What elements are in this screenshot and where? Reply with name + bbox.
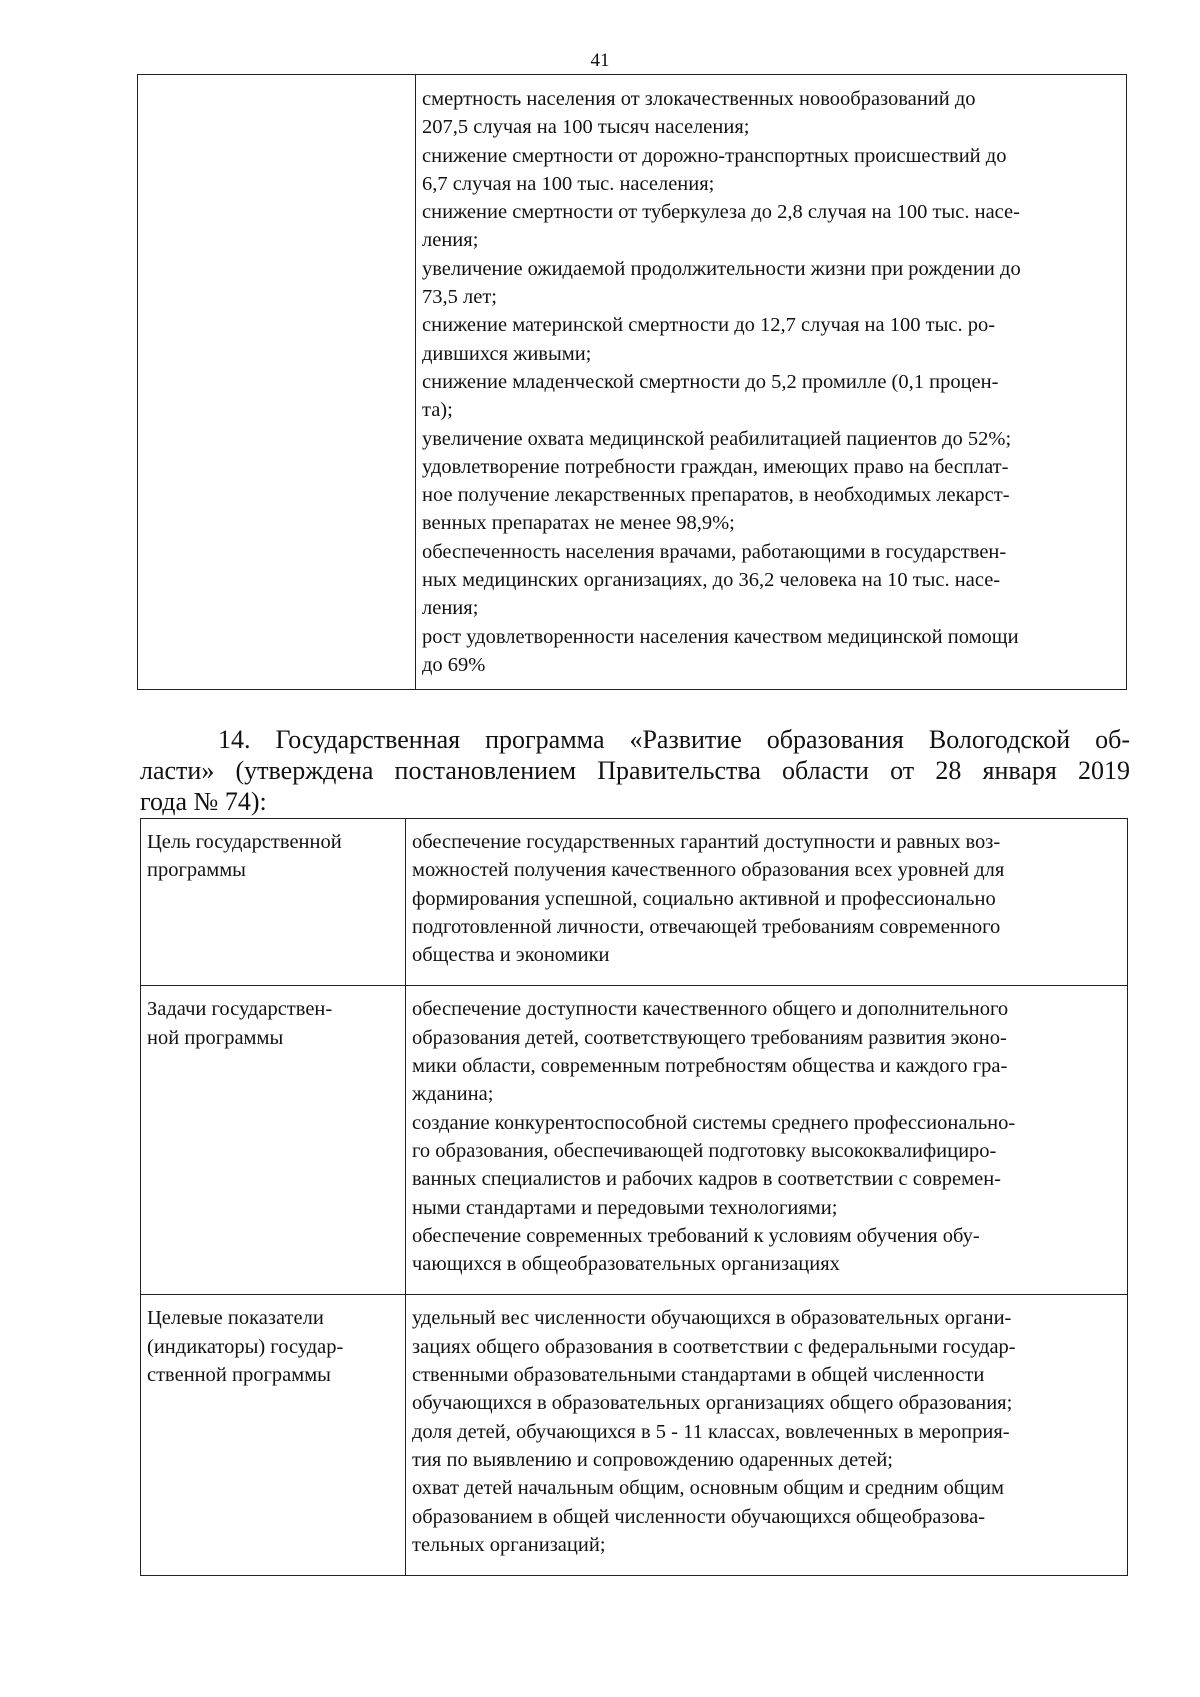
text-line: обеспечение доступности качественного общего и дополнительного: [412, 998, 1009, 1021]
text-line: снижение материнской смертности до 12,7 случая на 100 тыс. ро-: [422, 314, 996, 337]
text-line: доля детей, обучающихся в 5 - 11 классах, вовлеченных в мероприя-: [412, 1420, 1010, 1443]
row-label-tasks: [141, 986, 406, 1295]
text-line: снижение смертности от дорожно-транспортных происшествий до: [422, 144, 1007, 167]
text-line: ными стандартами и передовыми технологиями;: [412, 1196, 838, 1219]
text-line: удельный вес численности обучающихся в образовательных органи-: [412, 1307, 1012, 1330]
text-line: чающихся в общеобразовательных организациях: [412, 1253, 840, 1276]
text-line: 207,5 случая на 100 тысяч населения;: [422, 116, 750, 139]
table-row: [138, 75, 1127, 690]
label-line: (индикаторы) государ-: [147, 1335, 344, 1358]
text-line: ное получение лекарственных препаратов, в необходимых лекарст-: [422, 484, 1010, 507]
text-line: до 69%: [422, 653, 486, 676]
text-line: снижение младенческой смертности до 5,2 промилле (0,1 процен-: [422, 370, 999, 393]
text-line: тия по выявлению и сопровождению одаренных детей;: [412, 1448, 893, 1471]
row-content-indicators: [406, 1295, 1128, 1576]
label-line: Цель государственной: [147, 831, 342, 853]
text-line: рост удовлетворенности населения качеством медицинской помощи: [422, 625, 1019, 648]
text-line: подготовленной личности, отвечающей требованиям современного: [412, 915, 1001, 938]
text-line: жданина;: [412, 1083, 494, 1106]
text-line: создание конкурентоспособной системы среднего профессионально-: [412, 1111, 1016, 1134]
text-line: ственными образовательными стандартами в общей численности: [412, 1364, 985, 1387]
row-content-tasks: [406, 986, 1128, 1295]
section-heading: [140, 724, 1130, 817]
text-line: венных препаратах не менее 98,9%;: [422, 512, 735, 535]
text-line: дившихся живыми;: [422, 342, 592, 365]
table-row-indicators: [141, 1295, 1128, 1576]
table-cell-indicators: [416, 75, 1127, 690]
text-line: обеспечение государственных гарантий доступности и равных воз-: [412, 831, 1001, 853]
text-line: обучающихся в образовательных организациях общего образования;: [412, 1392, 1013, 1415]
table-cell-left-empty: [138, 75, 416, 690]
program-passport-table: [140, 818, 1128, 1576]
text-line: можностей получения качественного образования всех уровней для: [412, 859, 1005, 882]
label-line: ственной программы: [147, 1364, 331, 1387]
text-line: формирования успешной, социально активной и профессионально: [412, 887, 996, 910]
heading-line: ласти» (утверждена постановлением Правительства области от 28 января 2019: [140, 756, 1130, 785]
text-line: 6,7 случая на 100 тыс. населения;: [422, 172, 715, 195]
heading-line: года № 74):: [140, 787, 267, 816]
text-line: ных медицинских организациях, до 36,2 человека на 10 тыс. насе-: [422, 569, 1001, 592]
text-line: ления;: [422, 229, 479, 252]
text-line: та);: [422, 399, 453, 422]
health-indicators-table: [137, 74, 1127, 690]
table-row-tasks: [141, 986, 1128, 1295]
text-line: увеличение ожидаемой продолжительности жизни при рождении до: [422, 257, 1021, 280]
label-line: программы: [147, 859, 246, 882]
text-line: обеспеченность населения врачами, работающими в государствен-: [422, 540, 1007, 563]
text-line: образования детей, соответствующего требованиям развития эконо-: [412, 1026, 1007, 1049]
text-line: общества и экономики: [412, 944, 610, 967]
text-line: снижение смертности от туберкулеза до 2,8 случая на 100 тыс. насе-: [422, 201, 1020, 224]
text-line: мики области, современным потребностям общества и каждого гра-: [412, 1055, 1008, 1078]
text-line: ванных специалистов и рабочих кадров в соответствии с современ-: [412, 1168, 1001, 1191]
row-label-goal: [141, 819, 406, 986]
label-line: Целевые показатели: [147, 1307, 324, 1330]
text-line: увеличение охвата медицинской реабилитацией пациентов до 52%;: [422, 427, 1012, 450]
text-line: охват детей начальным общим, основным общим и средним общим: [412, 1477, 1004, 1500]
text-line: образованием в общей численности обучающихся общеобразова-: [412, 1505, 986, 1528]
text-line: го образования, обеспечивающей подготовку высококвалифициро-: [412, 1139, 997, 1162]
label-line: ной программы: [147, 1026, 284, 1049]
row-label-indicators: [141, 1295, 406, 1576]
text-line: тельных организаций;: [412, 1533, 606, 1556]
text-line: зациях общего образования в соответствии с федеральными государ-: [412, 1335, 1016, 1358]
text-line: смертность населения от злокачественных новообразований до: [422, 88, 976, 110]
table-row-goal: [141, 819, 1128, 986]
text-line: обеспечение современных требований к условиям обучения обу-: [412, 1224, 980, 1247]
row-content-goal: [406, 819, 1128, 986]
label-line: Задачи государствен-: [147, 998, 333, 1021]
text-line: удовлетворение потребности граждан, имеющих право на бесплат-: [422, 455, 1009, 478]
page-number: 41: [590, 50, 610, 71]
heading-line: 14. Государственная программа «Развитие образования Вологодской об-: [218, 725, 1130, 754]
text-line: 73,5 лет;: [422, 286, 497, 309]
text-line: ления;: [422, 597, 479, 620]
